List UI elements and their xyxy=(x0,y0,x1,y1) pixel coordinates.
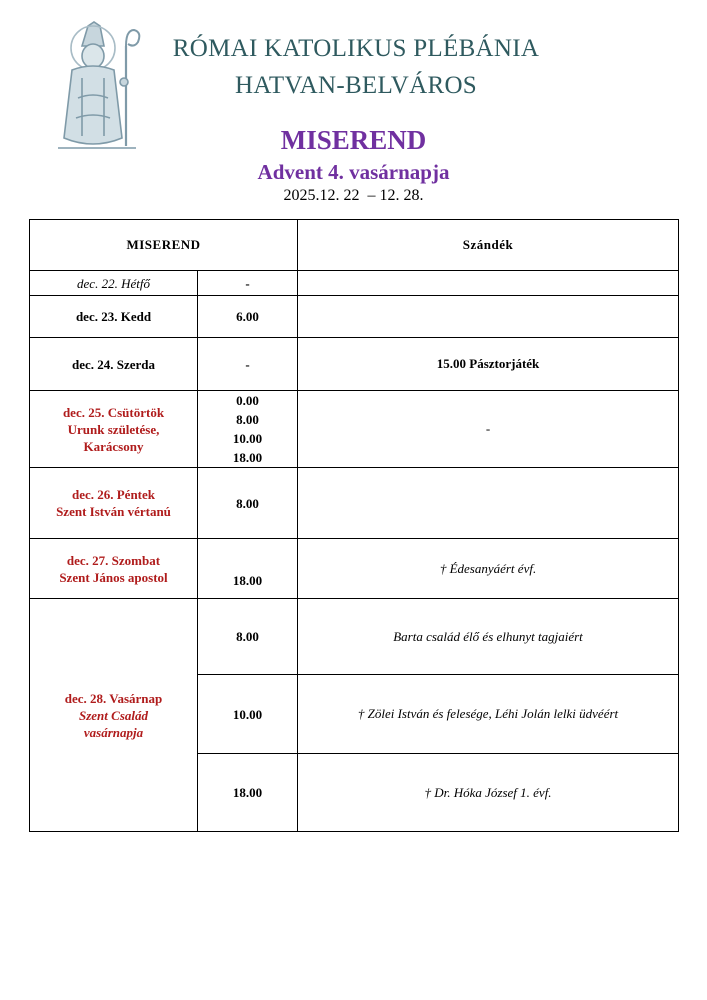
day-label: dec. 26. Péntek xyxy=(71,487,156,502)
intention-cell: † Dr. Hóka József 1. évf. xyxy=(298,754,679,832)
table-row xyxy=(30,468,679,539)
day-cell xyxy=(30,391,198,468)
intention-cell xyxy=(298,468,679,539)
feast-label: vasárnapja xyxy=(83,724,144,740)
day-label: dec. 28. Vasárnap xyxy=(64,690,163,706)
mass-time: 0.00 xyxy=(236,393,259,408)
mass-time: 10.00 xyxy=(232,431,263,446)
day-cell xyxy=(30,599,198,832)
feast-label: Urunk születése, xyxy=(67,421,160,437)
intention-cell: † Zölei István és felesége, Léhi Jolán lelki üdvéért xyxy=(298,675,679,754)
feast-label: Szent János apostol xyxy=(59,569,168,585)
time-cell: - xyxy=(198,271,298,296)
day-cell: dec. 23. Kedd xyxy=(30,296,198,338)
day-cell xyxy=(30,539,198,599)
intention-cell xyxy=(298,271,679,296)
parish-name xyxy=(150,30,562,104)
feast-label: Karácsony xyxy=(83,438,144,454)
mass-time: 18.00 xyxy=(232,450,263,465)
table-row xyxy=(30,338,679,391)
table-row xyxy=(30,539,679,599)
time-cell: 18.00 xyxy=(198,539,298,599)
time-cell: - xyxy=(198,338,298,391)
time-cell: 10.00 xyxy=(198,675,298,754)
intention-cell: 15.00 Pásztorjáték xyxy=(298,338,679,391)
intention-cell: - xyxy=(298,391,679,468)
day-cell: dec. 22. Hétfő xyxy=(30,271,198,296)
time-cell: 6.00 xyxy=(198,296,298,338)
date-range: 2025.12. 22 – 12. 28. xyxy=(283,187,424,204)
time-cell: 8.00 xyxy=(198,468,298,539)
day-cell xyxy=(30,468,198,539)
table-row xyxy=(30,296,679,338)
page-subtitle: Advent 4. vasárnapja xyxy=(257,160,450,184)
parish-name-line1: RÓMAI KATOLIKUS PLÉBÁNIA xyxy=(172,35,540,62)
page-title: MISEREND xyxy=(280,125,427,155)
mass-schedule-table xyxy=(29,219,679,832)
table-header-row xyxy=(30,220,679,271)
table-row xyxy=(30,391,679,468)
time-cell: 18.00 xyxy=(198,754,298,832)
table-row xyxy=(30,599,679,675)
header-schedule: MISEREND xyxy=(30,220,298,271)
intention-cell: Barta család élő és elhunyt tagjaiért xyxy=(298,599,679,675)
day-label: dec. 25. Csütörtök xyxy=(62,404,165,420)
time-cell xyxy=(198,391,298,468)
time-cell: 8.00 xyxy=(198,599,298,675)
parish-name-line2: HATVAN-BELVÁROS xyxy=(234,72,478,99)
feast-label: Szent István vértanú xyxy=(56,504,171,519)
feast-label: Szent Család xyxy=(79,707,148,723)
day-cell: dec. 24. Szerda xyxy=(30,338,198,391)
intention-cell xyxy=(298,296,679,338)
table-row xyxy=(30,271,679,296)
intention-cell: † Édesanyáért évf. xyxy=(298,539,679,599)
mass-time: 8.00 xyxy=(236,412,259,427)
day-label: dec. 27. Szombat xyxy=(66,552,161,568)
header-intention: Szándék xyxy=(298,220,679,271)
